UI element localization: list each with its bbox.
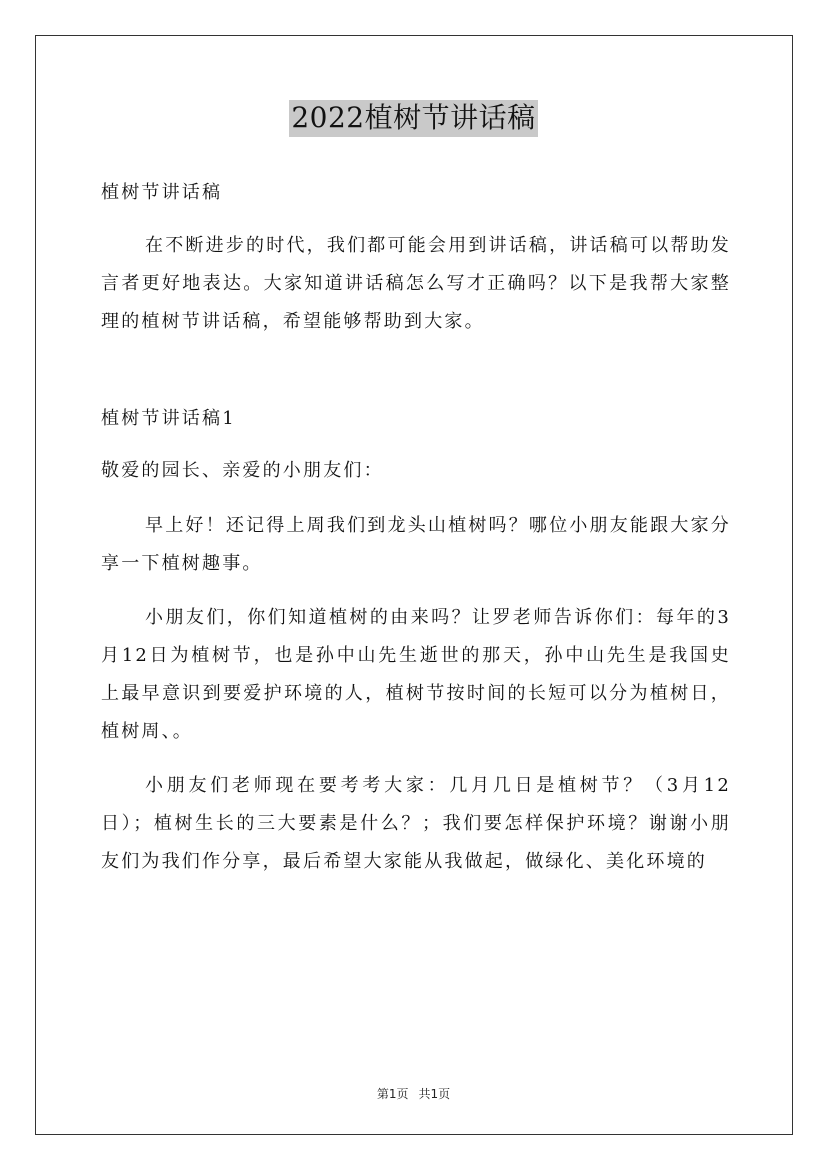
document-title-text: 2022植树节讲话稿 [289, 100, 537, 137]
page-number-total: 共1页 [418, 1087, 451, 1101]
document-body [101, 174, 731, 881]
document-subtitle: 植树节讲话稿 [101, 182, 223, 203]
body-paragraph: 小朋友们，你们知道植树的由来吗？让罗老师告诉你们：每年的3月12日为植树节，也是孙中山先生逝世的那天，孙中山先生是我国史上最早意识到要爱护环境的人，植树节按时间的长短可以分为植树日，植树周、。 [101, 607, 731, 742]
greeting: 敬爱的园长、亲爱的小朋友们： [101, 460, 384, 481]
body-paragraph: 早上好！还记得上周我们到龙头山植树吗？哪位小朋友能跟大家分享一下植树趣事。 [101, 515, 731, 574]
intro-paragraph: 在不断进步的时代，我们都可能会用到讲话稿，讲话稿可以帮助发言者更好地表达。大家知道讲话稿怎么写才正确吗？以下是我帮大家整理的植树节讲话稿，希望能够帮助到大家。 [101, 235, 731, 332]
document-title [0, 100, 827, 137]
page-footer [0, 1085, 827, 1102]
section-heading: 植树节讲话稿1 [101, 408, 236, 429]
body-paragraph: 小朋友们老师现在要考考大家：几月几日是植树节？（3月12日）；植树生长的三大要素是什么？；我们要怎样保护环境？谢谢小朋友们为我们作分享，最后希望大家能从我做起，做绿化、美化环境的 [101, 775, 731, 872]
page-number-current: 第1页 [376, 1087, 409, 1101]
